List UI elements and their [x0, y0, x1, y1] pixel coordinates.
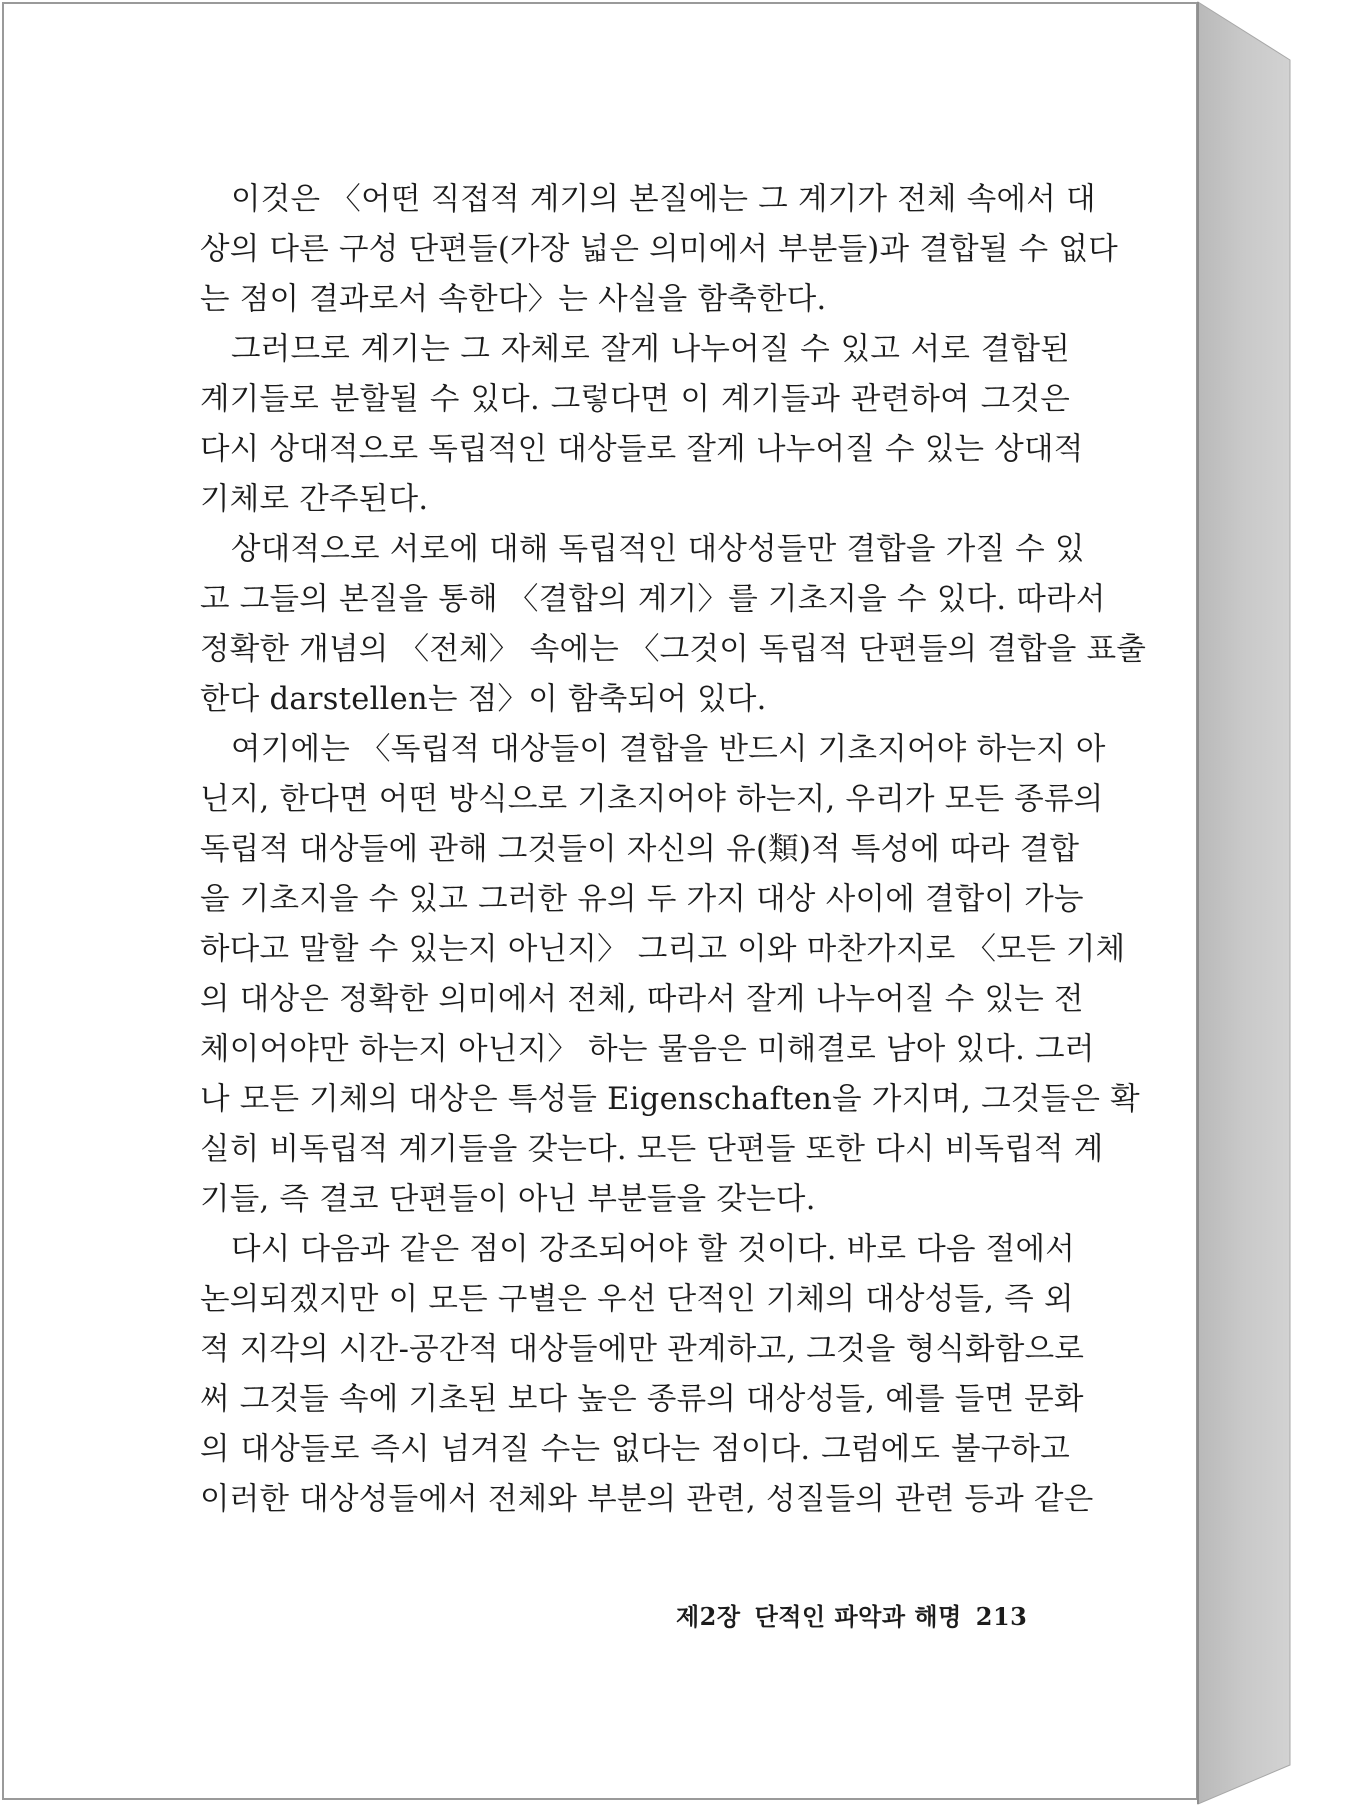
text-line: 하다고 말할 수 있는지 아닌지〉 그리고 이와 마찬가지로 〈모든 기체	[200, 932, 1126, 967]
text-line: 상의 다른 구성 단편들(가장 넓은 의미에서 부분들)과 결합될 수 없다	[200, 232, 1118, 267]
running-footer	[676, 1597, 1027, 1632]
text-line: 의 대상은 정확한 의미에서 전체, 따라서 잘게 나누어질 수 있는 전	[200, 982, 1084, 1017]
text-line: 여기에는 〈독립적 대상들이 결합을 반드시 기초지어야 하는지 아	[231, 732, 1106, 767]
text-line: 이러한 대상성들에서 전체와 부분의 관련, 성질들의 관련 등과 같은	[200, 1482, 1094, 1517]
body-text	[200, 175, 1147, 1525]
paragraph	[200, 725, 1140, 1225]
page-number: 213	[975, 1602, 1028, 1631]
text-line: 는 점이 결과로서 속한다〉는 사실을 함축한다.	[200, 282, 827, 317]
text-line: 계기들로 분할될 수 있다. 그렇다면 이 계기들과 관련하여 그것은	[200, 382, 1070, 417]
paragraph	[200, 175, 1118, 325]
text-line: 을 기초지을 수 있고 그러한 유의 두 가지 대상 사이에 결합이 가능	[200, 882, 1084, 917]
text-line: 한다 darstellen는 점〉이 함축되어 있다.	[200, 682, 767, 717]
chapter-label: 제2장	[676, 1602, 741, 1631]
text-line: 독립적 대상들에 관해 그것들이 자신의 유(類)적 특성에 따라 결합	[200, 832, 1080, 867]
paragraph	[200, 325, 1084, 525]
text-line: 기체로 간주된다.	[200, 482, 429, 517]
text-line: 다시 상대적으로 독립적인 대상들로 잘게 나누어질 수 있는 상대적	[200, 432, 1084, 467]
chapter-title: 단적인 파악과 해명	[754, 1602, 962, 1631]
text-line: 의 대상들로 즉시 넘겨질 수는 없다는 점이다. 그럼에도 불구하고	[200, 1432, 1070, 1467]
text-line: 그러므로 계기는 그 자체로 잘게 나누어질 수 있고 서로 결합된	[231, 332, 1070, 367]
text-line: 적 지각의 시간-공간적 대상들에만 관계하고, 그것을 형식화함으로	[200, 1332, 1085, 1367]
text-line: 나 모든 기체의 대상은 특성들 Eigenschaften을 가지며, 그것들은 확	[200, 1082, 1140, 1117]
paragraph	[200, 525, 1147, 725]
text-line: 실히 비독립적 계기들을 갖는다. 모든 단편들 또한 다시 비독립적 계	[200, 1132, 1104, 1167]
text-line: 닌지, 한다면 어떤 방식으로 기초지어야 하는지, 우리가 모든 종류의	[200, 782, 1104, 817]
text-line: 이것은 〈어떤 직접적 계기의 본질에는 그 계기가 전체 속에서 대	[231, 182, 1096, 217]
text-line: 논의되겠지만 이 모든 구별은 우선 단적인 기체의 대상성들, 즉 외	[200, 1282, 1074, 1317]
text-line: 고 그들의 본질을 통해 〈결합의 계기〉를 기초지을 수 있다. 따라서	[200, 582, 1106, 617]
text-line: 체이어야만 하는지 아닌지〉 하는 물음은 미해결로 남아 있다. 그러	[200, 1032, 1095, 1067]
text-line: 정확한 개념의 〈전체〉 속에는 〈그것이 독립적 단편들의 결합을 표출	[200, 632, 1147, 667]
text-line: 다시 다음과 같은 점이 강조되어야 할 것이다. 바로 다음 절에서	[231, 1232, 1076, 1267]
text-line: 기들, 즉 결코 단편들이 아닌 부분들을 갖는다.	[200, 1182, 816, 1217]
text-line: 상대적으로 서로에 대해 독립적인 대상성들만 결합을 가질 수 있	[231, 532, 1085, 567]
text-line: 써 그것들 속에 기초된 보다 높은 종류의 대상성들, 예를 들면 문화	[200, 1382, 1084, 1417]
paragraph	[200, 1225, 1094, 1525]
